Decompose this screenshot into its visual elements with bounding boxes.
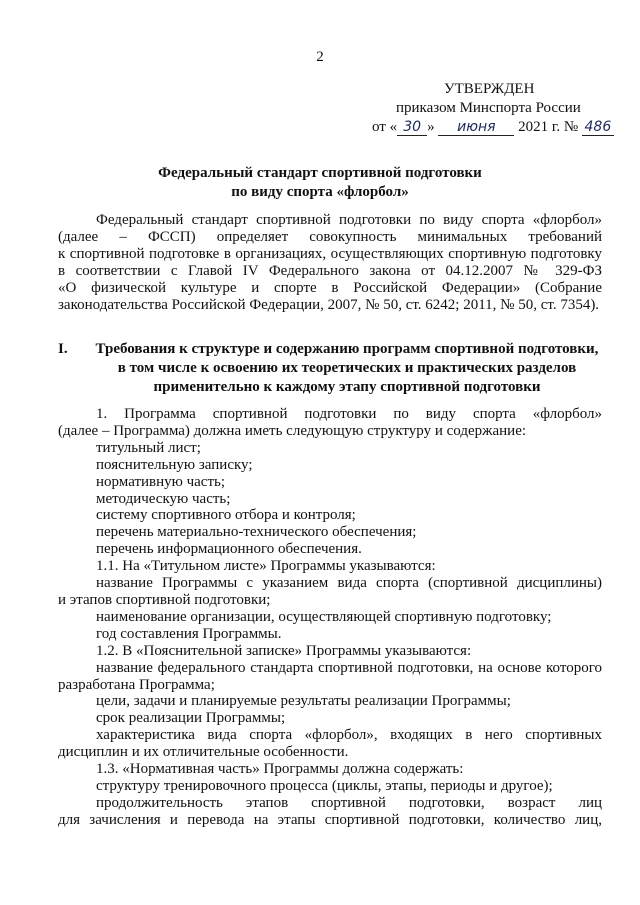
date-prefix: от « xyxy=(372,119,398,135)
handwritten-number: 486 xyxy=(582,120,614,136)
intro-line: к спортивной подготовке в организациях, осуществляющих спортивную подготовку xyxy=(58,245,602,262)
handwritten-day: 30 xyxy=(397,120,427,136)
section-title-line: Требования к структуре и содержанию программ спортивной подготовки, xyxy=(95,341,599,357)
content-line: срок реализации Программы; xyxy=(96,710,286,727)
page-number: 2 xyxy=(316,49,324,65)
content-line: титульный лист; xyxy=(96,439,201,456)
intro-line: в соответствии с Главой IV Федерального закона от 04.12.2007 № 329-ФЗ xyxy=(58,262,602,279)
content-line: название федерального стандарта спортивной подготовки, на основе которого xyxy=(96,659,602,676)
approval-order: приказом Минспорта России xyxy=(396,100,581,116)
content-line: пояснительную записку; xyxy=(96,456,253,473)
content-line: (далее – Программа) должна иметь следующую структуру и содержание: xyxy=(58,422,527,439)
section-heading xyxy=(58,340,602,397)
content-line: систему спортивного отбора и контроля; xyxy=(96,507,356,524)
content-line: дисциплин и их отличительные особенности. xyxy=(58,744,349,761)
section-number: I. xyxy=(58,341,68,357)
date-mid: » xyxy=(427,119,435,135)
intro-paragraph xyxy=(58,212,602,313)
content-line: 1.3. «Нормативная часть» Программы должна содержать: xyxy=(96,761,464,778)
content-line: 1.1. На «Титульном листе» Программы указываются: xyxy=(96,558,436,575)
content-line: наименование организации, осуществляющей спортивную подготовку; xyxy=(96,608,552,625)
intro-line: «О физической культуре и спорте в Российской Федерации» (Собрание xyxy=(58,279,602,296)
content-line: структуру тренировочного процесса (циклы, этапы, периоды и другое); xyxy=(96,777,553,794)
content-line: разработана Программа; xyxy=(58,676,215,693)
content-line: и этапов спортивной подготовки; xyxy=(58,591,271,608)
content-line: 1. Программа спортивной подготовки по виду спорта «флорбол» xyxy=(96,406,602,422)
intro-line: (далее – ФССП) определяет совокупность минимальных требований xyxy=(58,228,602,245)
content-line: год составления Программы. xyxy=(96,625,282,642)
title-line-2: по виду спорта «флорбол» xyxy=(231,184,409,200)
section-title-line: в том числе к освоению их теоретических и практических разделов xyxy=(117,360,577,376)
intro-line: законодательства Российской Федерации, 2007, № 50, ст. 6242; 2011, № 50, ст. 7354). xyxy=(58,296,600,313)
section-content xyxy=(58,406,602,829)
content-line: для зачисления и перевода на этапы спортивной подготовки, количество лиц, xyxy=(58,811,602,828)
section-title-line: применительно к каждому этапу спортивной подготовки xyxy=(153,379,541,395)
approval-title: УТВЕРЖДЕН xyxy=(444,81,535,97)
title-line-1: Федеральный стандарт спортивной подготовки xyxy=(158,165,482,181)
content-line: методическую часть; xyxy=(96,490,231,507)
intro-line: Федеральный стандарт спортивной подготовки по виду спорта «флорбол» xyxy=(96,212,602,228)
content-line: характеристика вида спорта «флорбол», входящих в него спортивных xyxy=(96,727,602,744)
handwritten-month: июня xyxy=(438,120,514,136)
content-line: нормативную часть; xyxy=(96,473,226,490)
content-line: 1.2. В «Пояснительной записке» Программы указываются: xyxy=(96,642,472,659)
content-line: перечень информационного обеспечения. xyxy=(96,541,362,558)
content-line: цели, задачи и планируемые результаты реализации Программы; xyxy=(96,693,511,710)
content-line: название Программы с указанием вида спорта (спортивной дисциплины) xyxy=(96,575,602,592)
date-year: 2021 г. № xyxy=(518,119,579,135)
content-line: перечень материально-технического обеспечения; xyxy=(96,524,417,541)
document-title xyxy=(40,164,600,202)
approval-block xyxy=(360,80,622,137)
content-line: продолжительность этапов спортивной подготовки, возраст лиц xyxy=(96,794,602,811)
approval-date-line xyxy=(360,118,622,137)
